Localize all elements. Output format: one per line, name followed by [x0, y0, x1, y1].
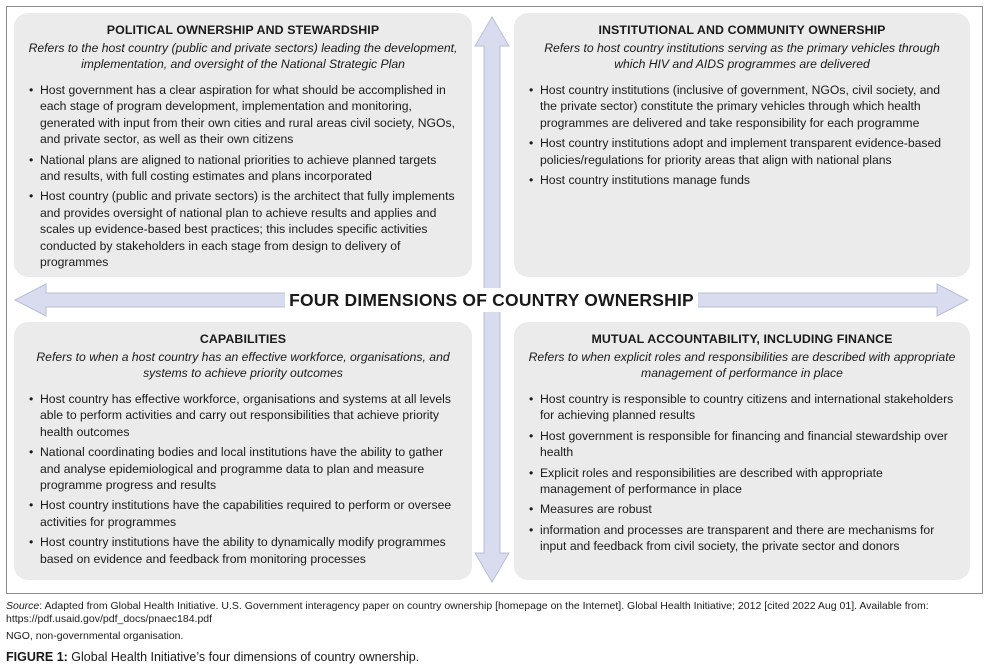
panel-subtitle: Refers to when explicit roles and responsibilities are described with appropriate management of performance in place	[528, 350, 956, 380]
list-item: • Host government is responsible for financing and financial stewardship over health	[528, 428, 956, 461]
panel-title: POLITICAL OWNERSHIP AND STEWARDSHIP	[106, 23, 380, 37]
list-item: • Host country is responsible to country citizens and international stakeholders for achieving planned results	[528, 391, 956, 424]
panel-title: CAPABILITIES	[199, 332, 287, 346]
panel-title: MUTUAL ACCOUNTABILITY, INCLUDING FINANCE	[591, 332, 893, 346]
list-item: • Host country (public and private sectors) is the architect that fully implements and provides oversight of national plan to achieve results and applies and scales up evidence-based best practices; this includes specific activities conducted by stakeholders in each stage from design to delivery of programmes	[28, 188, 458, 270]
list-item: • Host country institutions adopt and implement transparent evidence-based policies/regulations for priority areas that align with national plans	[528, 135, 956, 168]
bullet-list	[528, 391, 956, 555]
list-item: • National coordinating bodies and local institutions have the ability to gather and analyse epidemiological and programme data to plan and measure programme progress and results	[28, 444, 458, 493]
panel-subtitle: Refers to host country institutions serving as the primary vehicles through which HIV and AIDS programmes are delivered	[544, 41, 940, 71]
list-item: • Explicit roles and responsibilities are described with appropriate management of performance in place	[528, 465, 956, 498]
panel-capabilities	[14, 322, 472, 580]
list-item: • National plans are aligned to national priorities to achieve planned targets and results, with full costing estimates and plans incorporated	[28, 152, 458, 185]
list-item: • Host country institutions have the capabilities required to perform or oversee activities for programmes	[28, 497, 458, 530]
list-item: • Host country institutions (inclusive of government, NGOs, civil society, and the private sector) constitute the primary vehicles through which health programmes are delivered and take responsibility for each programme	[528, 82, 956, 131]
source-text: : Adapted from Global Health Initiative. U.S. Government interagency paper on country ownership [homepage on the Internet]. Global Health Initiative; 2012 [cited 2022 Aug 01]. Available from: https://pdf.usaid.gov/pdf_docs/pnaec184.pdf	[6, 600, 929, 625]
panel-institutional-ownership	[514, 13, 970, 277]
list-item: • information and processes are transparent and there are mechanisms for input and feedback from civil society, the private sector and donors	[528, 522, 956, 555]
source-label: Source	[6, 600, 40, 612]
figure-caption-text: Global Health Initiative’s four dimensions of country ownership.	[67, 650, 420, 664]
bullet-list	[28, 82, 458, 270]
panel-title: INSTITUTIONAL AND COMMUNITY OWNERSHIP	[598, 23, 886, 37]
list-item: • Host country institutions manage funds	[528, 172, 956, 188]
panel-political-ownership	[14, 13, 472, 277]
list-item: • Measures are robust	[528, 501, 956, 517]
diagram-title: FOUR DIMENSIONS OF COUNTRY OWNERSHIP	[285, 288, 698, 312]
abbreviation-note: NGO, non-governmental organisation.	[6, 630, 184, 642]
panel-subtitle: Refers to the host country (public and private sectors) leading the development, implementation, and oversight of the National Strategic Plan	[28, 41, 458, 71]
panel-mutual-accountability	[514, 322, 970, 580]
list-item: • Host country has effective workforce, organisations and systems at all levels able to perform activities and carry out responsibilities that achieve priority health outcomes	[28, 391, 458, 440]
list-item: • Host country institutions have the ability to dynamically modify programmes based on evidence and feedback from monitoring processes	[28, 534, 458, 567]
panel-subtitle: Refers to when a host country has an effective workforce, organisations, and systems to achieve priority outcomes	[36, 350, 450, 380]
figure-label: FIGURE 1:	[6, 650, 68, 664]
bullet-list	[28, 391, 458, 567]
source-note	[6, 600, 986, 626]
bullet-list	[528, 82, 956, 188]
list-item: • Host government has a clear aspiration for what should be accomplished in each stage of program development, implementation and monitoring, generated with input from their own cities and rural areas civil society, NGOs, and private sector, as well as their own citizens	[28, 82, 458, 148]
figure-caption	[6, 650, 419, 664]
